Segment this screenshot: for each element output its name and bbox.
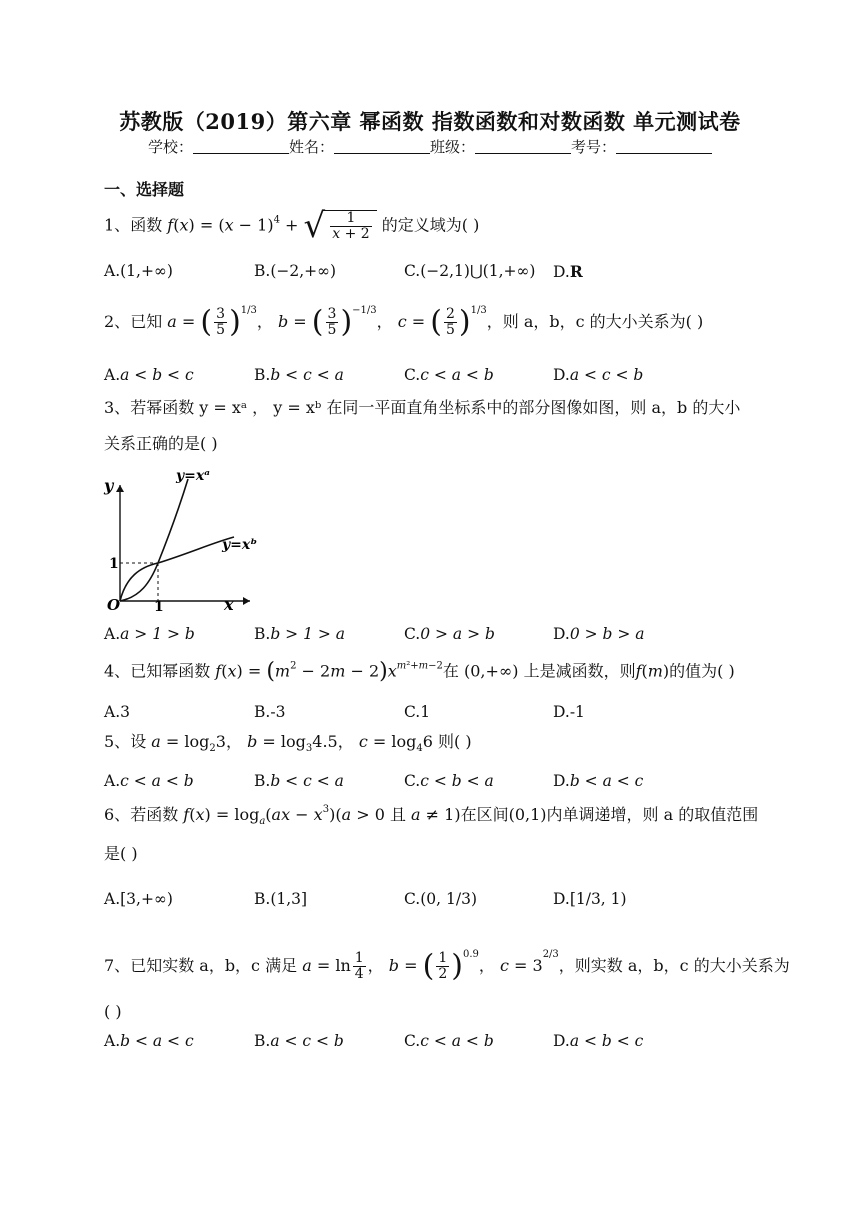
formula: f [215,661,222,681]
formula-a: a [167,312,177,331]
exam-no-blank[interactable] [616,139,712,154]
option-c[interactable]: C.c < b < a [404,772,494,790]
option-b[interactable]: B.b > 1 > a [254,625,346,643]
option-a[interactable]: A.a > 1 > b [104,625,195,643]
option-c[interactable]: C.0 > a > b [404,625,495,643]
option-d[interactable]: D.0 > b > a [553,625,645,643]
option-d[interactable]: D.[1/3, 1) [553,890,627,908]
question-stem-suffix: 则( ) [438,732,472,751]
option-c[interactable]: C.(−2,1)⋃(1,+∞) [404,262,536,280]
formula: a [302,956,312,975]
option-b[interactable]: B.b < c < a [254,366,344,384]
question-4: 4、已知幂函数 $f(x) = (m^2 - 2m - 2)x^{m^2+m-2}$在 (0,+∞) 上是减函数，则f(m)的值为( ) [104,659,735,684]
question-stem-suffix: ，则 a，b，c 的大小关系为( ) [486,312,704,331]
origin-label: O [107,596,121,614]
question-stem-prefix: 若函数 [130,805,179,824]
question-2: 2、已知 a = ( $\frac{3}{5}$ )$^{1/3}$， b = ( $\frac{3}{5}$ )$^{-1/3}$， c = ( $\frac{2}{5}$ )$^{1/3}$，则 a，b，c 的大小关系为( ) [104,304,704,340]
question-stem-prefix: 已知实数 a，b，c 满足 [130,956,298,975]
curve-b [120,537,234,601]
formula: a [151,732,161,751]
option-a[interactable]: A.a < b < c [104,366,194,384]
option-a[interactable]: A.b < a < c [104,1032,194,1050]
question-number: 4、 [104,661,131,681]
formula: f [183,805,190,824]
option-b[interactable]: B.b < c < a [254,772,344,790]
option-d[interactable]: D.a < b < c [553,1032,644,1050]
formula: f [167,215,174,235]
option-d[interactable]: D.R [553,262,583,281]
name-label: 姓名： [288,138,334,156]
option-a[interactable]: A.3 [104,703,130,721]
option-d[interactable]: D.a < c < b [553,366,644,384]
question-number: 5、 [104,732,131,751]
question-7: 7、已知实数 a，b，c 满足 a = ln $\frac{1}{4}$ ， b = ( $\frac{1}{2}$ )$^{0.9}$， $c = 3^{2/3}$，则实数 a，b，c 的大小关系为 [104,948,790,984]
tick-x-label: 1 [154,599,164,615]
option-b[interactable]: B.-3 [254,703,286,721]
question-stem-mid: 在 (0,+∞) 上是减函数，则 [442,661,636,681]
question-stem-suffix: 的值为( ) [669,661,735,681]
question-stem-prefix: 函数 [130,215,163,235]
question-stem-mid2: 内单调递增，则 a 的取值范围 [546,805,759,824]
school-blank[interactable] [193,139,289,154]
question-3-line2: 关系正确的是( ) [104,434,218,453]
student-info-line [0,136,860,157]
tick-y-label: 1 [109,556,119,572]
y-axis-arrow-icon [116,485,124,492]
question-5: 5、设 $a = \log_23$， $b = \log_34.5$， $c = \log_46$ 则( ) [104,732,472,754]
curve-b-label: y=xᵇ [222,537,258,553]
power-function-graph [100,465,280,615]
option-c[interactable]: C.(0, 1/3) [404,890,477,908]
class-blank[interactable] [475,139,571,154]
option-b[interactable]: B.(1,3] [254,890,308,908]
option-c[interactable]: C.c < a < b [404,1032,494,1050]
question-6: 6、若函数 $f(x) = \log_a(ax - x^3)(a > 0$ 且 a ≠ 1)在区间(0,1)内单调递增，则 a 的取值范围 [104,804,759,827]
option-a[interactable]: A.c < a < b [104,772,194,790]
name-blank[interactable] [334,139,430,154]
question-stem-prefix: 已知幂函数 [130,661,211,681]
question-1: 1、函数 $f(x) = (x - 1)^4$ + √ $\frac{1}{x + 2}$ 的定义域为( ) [104,206,480,246]
x-axis-arrow-icon [243,597,250,605]
question-7-line2: ( ) [104,1002,122,1021]
question-3 [104,400,740,416]
option-c[interactable]: C.c < a < b [404,366,494,384]
option-d[interactable]: D.-1 [553,703,585,721]
page-title: 苏教版（2019）第六章 幂函数 指数函数和对数函数 单元测试卷 [119,109,741,134]
question-number: 1、 [104,215,131,235]
question-stem-prefix: 设 [130,732,147,751]
sqrt-formula: √ $\frac{1}{x + 2}$ [304,209,377,243]
school-label: 学校： [147,138,193,156]
option-d[interactable]: D.b < a < c [553,772,644,790]
question-number: 7、 [104,956,131,975]
option-a[interactable]: A.(1,+∞) [104,262,173,280]
option-b[interactable]: B.a < c < b [254,1032,344,1050]
question-number: 2、 [104,312,131,331]
question-6-line2: 是( ) [104,844,138,863]
question-stem-mid: 在区间 [460,805,509,824]
option-c[interactable]: C.1 [404,703,431,721]
exam-no-label: 考号： [571,138,617,156]
question-stem-line1: 若幂函数 y = xᵃ ， y = xᵇ 在同一平面直角坐标系中的部分图像如图，则 a，b 的大小 [130,398,741,417]
question-stem-prefix: 已知 [130,312,163,331]
option-a[interactable]: A.[3,+∞) [104,890,173,908]
question-stem-suffix: 的定义域为( ) [381,215,480,235]
x-axis-label: x [224,595,234,614]
question-number: 3、 [104,398,131,417]
curve-a-label: y=xᵃ [176,468,210,484]
section-heading: 一、选择题 [104,180,185,199]
question-stem-suffix: ，则实数 a，b，c 的大小关系为 [558,956,790,975]
y-axis-label: y [104,476,114,495]
question-number: 6、 [104,805,131,824]
class-label: 班级： [430,138,476,156]
curve-a [120,479,188,601]
option-b[interactable]: B.(−2,+∞) [254,262,337,280]
